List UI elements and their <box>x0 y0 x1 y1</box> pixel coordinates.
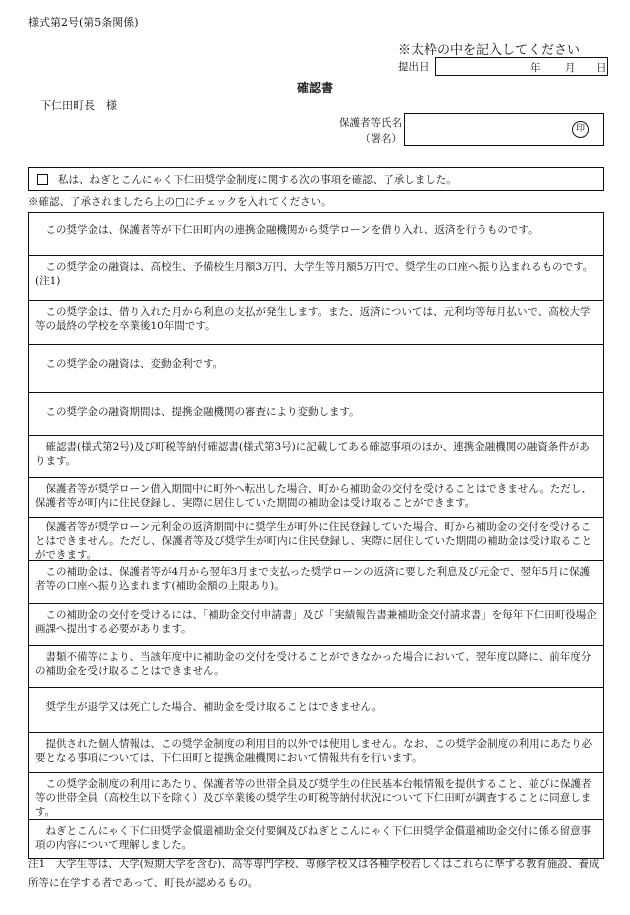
year-label: 年 <box>530 62 541 74</box>
confirmation-item: 保護者等が奨学ローン借入期間中に町外へ転出した場合、町から補助金の交付を受けることはできません。ただし、保護者等が町内に住民登録し、実際に居住していた期間の補助金は受け取ることができます。 <box>29 478 603 518</box>
guardian-signature-field[interactable] <box>404 113 604 146</box>
confirmation-item: この奨学金制度の利用にあたり、保護者等の世帯全員及び奨学生の住民基本台帳情報を提供すること、並びに保護者等の世帯全員（高校生以下を除く）及び卒業後の奨学生の町税等納付状況について下仁田町が調査することに同意します。 <box>29 773 603 820</box>
confirmation-item: この奨学金の融資は、変動金利です。 <box>29 345 603 393</box>
confirm-checkbox[interactable] <box>37 174 48 185</box>
confirmation-item: ねぎとこんにゃく下仁田奨学金償還補助金交付要綱及びねぎとこんにゃく下仁田奨学金償還補助金交付に係る留意事項の内容について理解しました。 <box>35 825 592 851</box>
guardian-label-line1: 保護者等氏名 <box>339 117 402 129</box>
confirmation-item: 保護者等が奨学ローン元利金の返済期間中に奨学生が町外に住民登録していた場合、町から補助金の交付を受けることはできません。ただし、保護者等及び奨学生が町内に住民登録し、実際に居住していた期間の補助金は受け取ることができます。 <box>29 518 603 561</box>
confirmation-item: この奨学金の融資期間は、提携金融機関の審査により変動します。 <box>29 393 603 436</box>
confirmation-statement <box>28 167 604 191</box>
form-number: 様式第2号(第5条関係) <box>28 16 139 29</box>
confirmation-item: この補助金は、保護者等が4月から翌年3月まで支払った奨学ローンの返済に要した利息及び元金で、翌年5月に保護者等の口座へ振り込まれます(補助金額の上限あり)。 <box>29 561 603 604</box>
confirmation-text: 私は、ねぎとこんにゃく下仁田奨学金制度に関する次の事項を確認、了承しました。 <box>58 173 457 186</box>
confirmation-item: この奨学金の融資は、高校生、予備校生月額3万円、大学生等月額5万円で、奨学生の口座へ振り込まれるものです。(注1) <box>29 256 603 301</box>
submit-date-label: 提出日 <box>398 61 430 73</box>
confirmation-item: この補助金の交付を受けるには、「補助金交付申請書」及び「実績報告書兼補助金交付請求書」を毎年下仁田町役場企画課へ提出する必要があります。 <box>29 604 603 646</box>
submit-date-row <box>398 57 608 76</box>
confirmation-item: 書類不備等により、当該年度中に補助金の交付を受けることができなかった場合において、翌年度以降に、前年度分の補助金を受け取ることはできません。 <box>29 646 603 688</box>
submit-date-field[interactable] <box>435 57 608 76</box>
fill-instruction: ※太枠の中を記入してください <box>398 43 581 58</box>
month-label: 月 <box>565 62 576 74</box>
confirmation-item: この奨学金は、借り入れた月から利息の支払が発生します。また、返済については、元利均等毎月払いで、高校大学等の最終の学校を卒業後10年間です。 <box>29 301 603 345</box>
footnote-1: 注1 大学生等は、大学(短期大学を含む)、高等専門学校、専修学校又は各種学校若しくはこれらに準ずる教育施設、養成所等に在学する者であって、町長が認めるもの。 <box>28 858 600 889</box>
confirmation-item: 確認書(様式第2号)及び町税等納付確認書(様式第3号)に記載してある確認事項のほか、連携金融機関の融資条件があります。 <box>29 436 603 478</box>
addressee: 下仁田町長 様 <box>40 99 117 112</box>
checkbox-note: ※確認、了承されましたら上の□にチェックを入れてください。 <box>28 196 332 208</box>
day-label: 日 <box>596 62 607 74</box>
guardian-name-label <box>330 115 402 147</box>
document-title: 確認書 <box>296 81 333 95</box>
seal-mark: 印 <box>572 121 589 138</box>
confirmation-item: 提供された個人情報は、この奨学金制度の利用目的以外では使用しません。なお、この奨学金制度の利用にあたり必要となる事項については、下仁田町と提携金融機関において情報共有を行います。 <box>29 733 603 773</box>
confirmation-item: 奨学生が退学又は死亡した場合、補助金を受け取ることはできません。 <box>29 688 603 733</box>
guardian-label-line2: （署名） <box>360 133 402 145</box>
confirmation-item: この奨学金は、保護者等が下仁田町内の連携金融機関から奨学ローンを借り入れ、返済を行うものです。 <box>29 213 603 256</box>
confirmation-items-table <box>28 212 604 859</box>
